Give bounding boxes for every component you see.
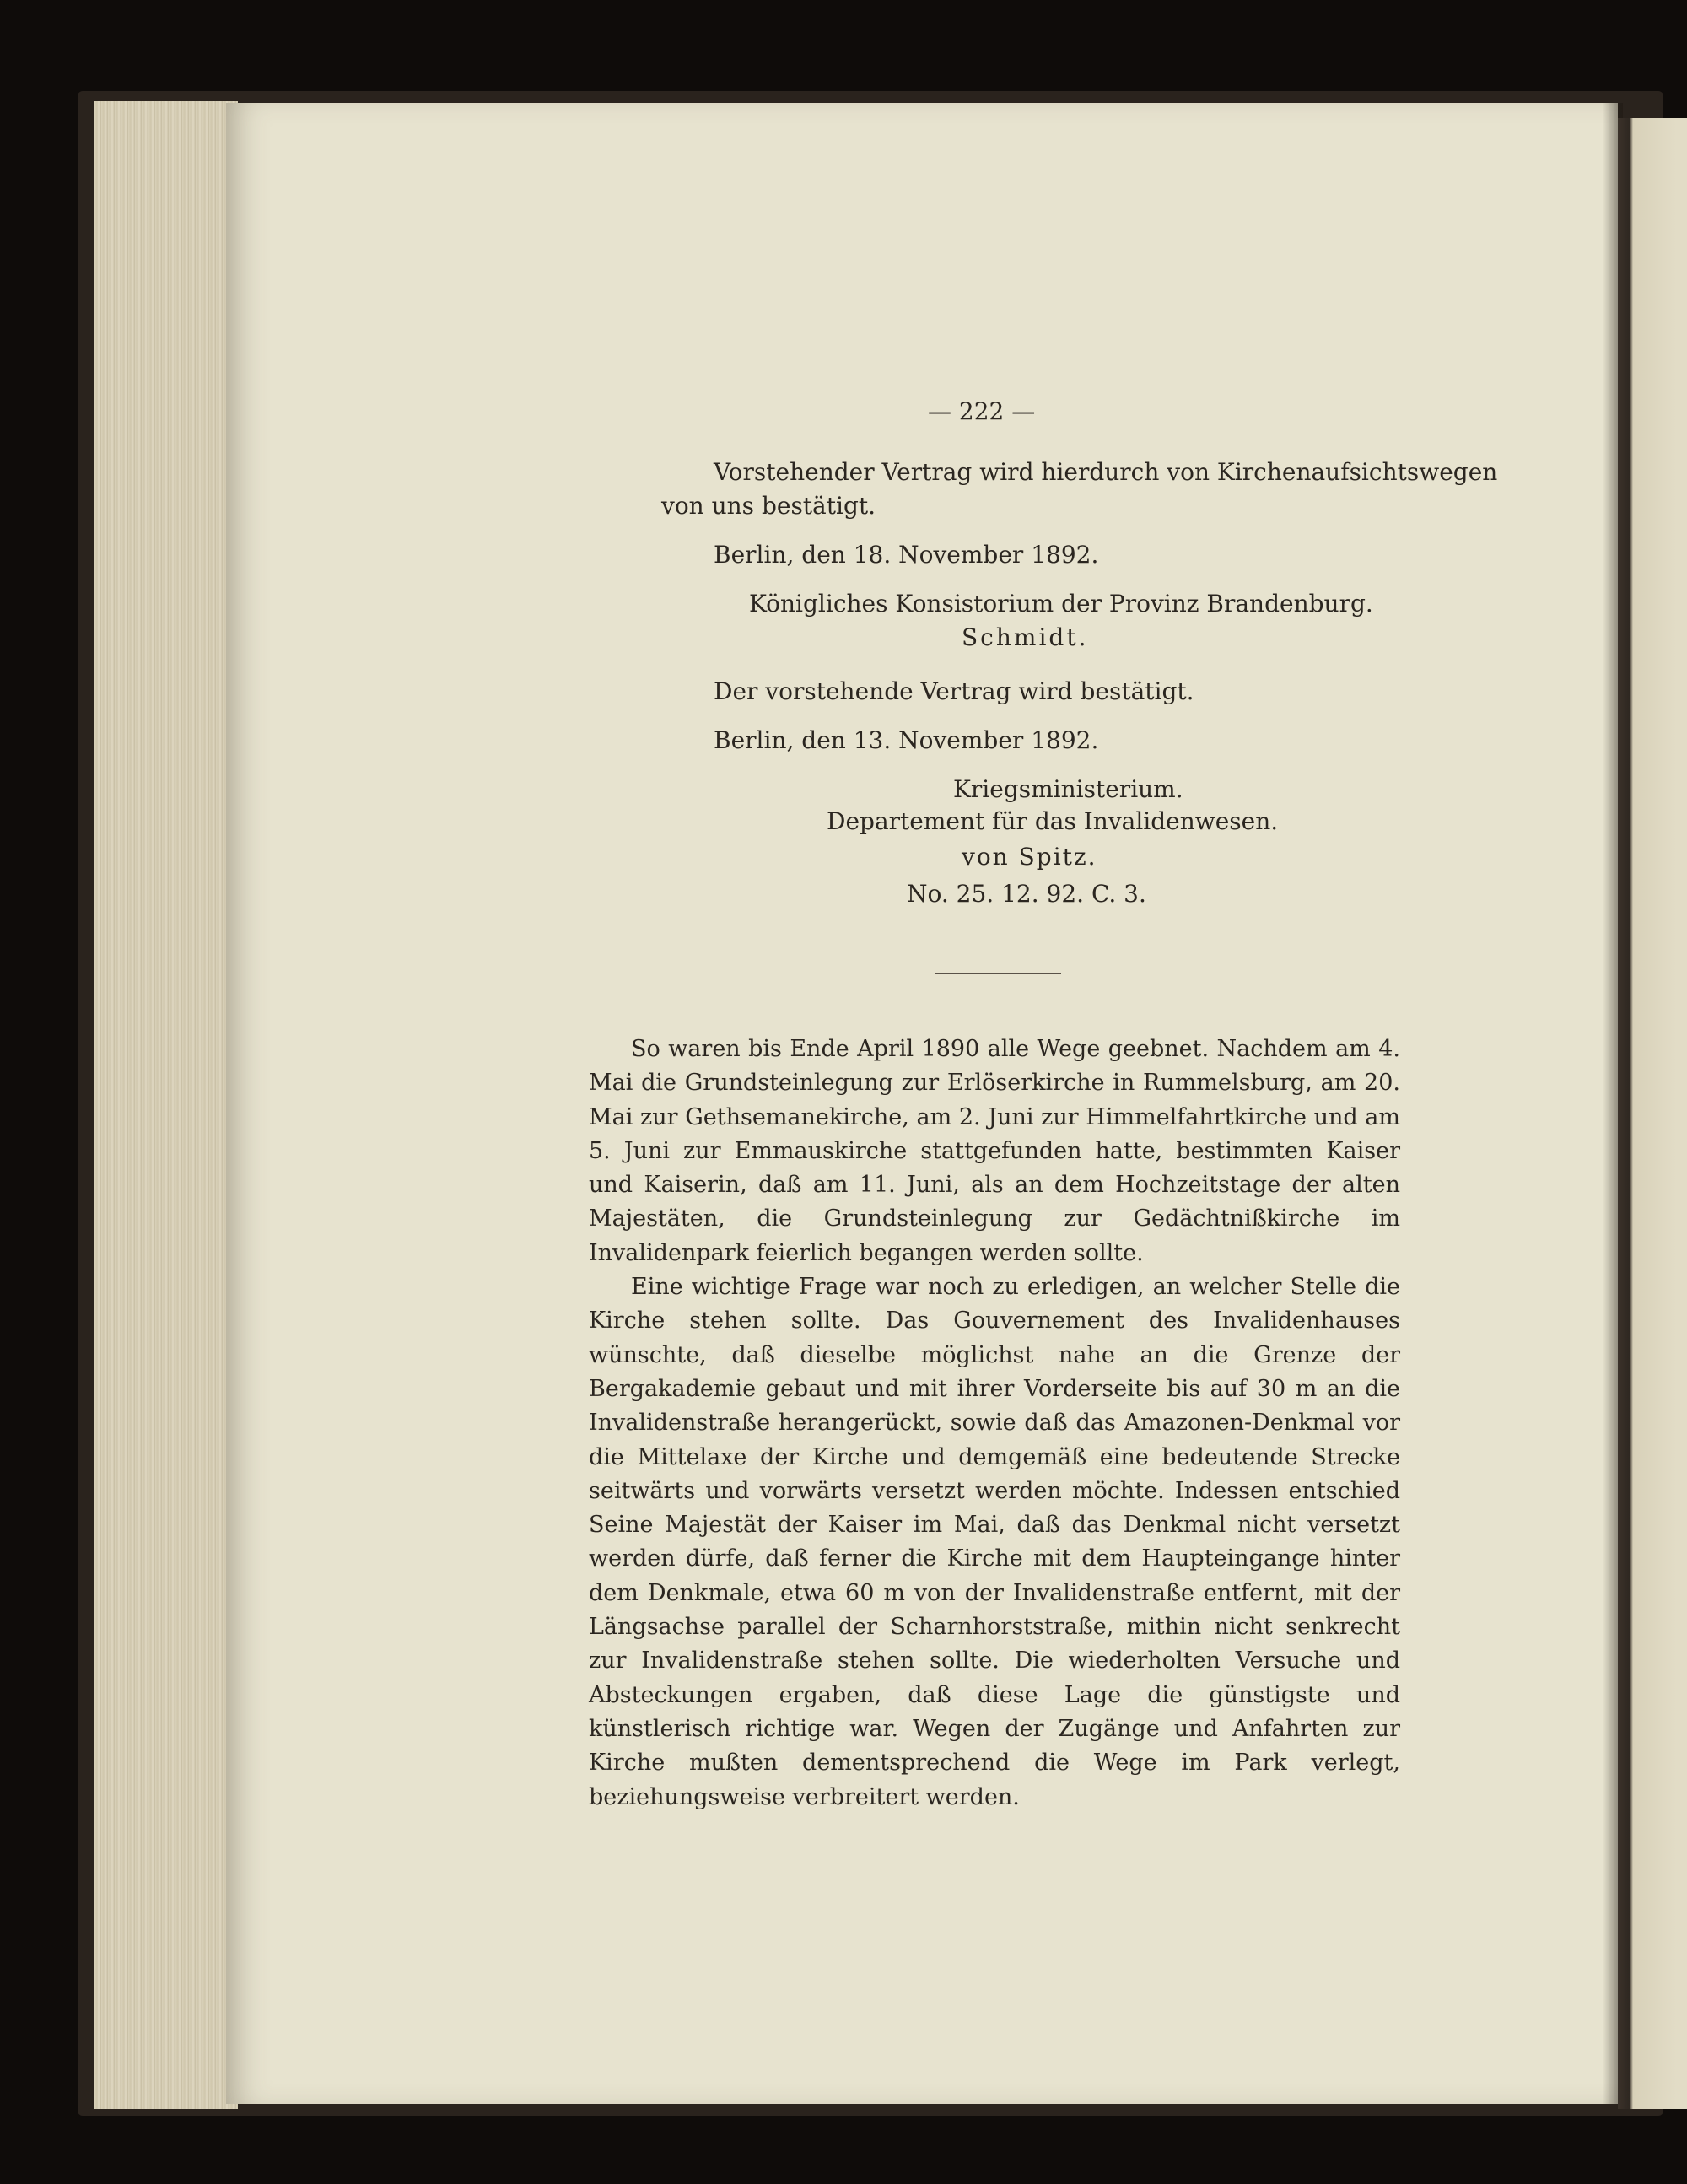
attestation-signature: Schmidt. <box>962 623 1089 651</box>
paragraph-1: So waren bis Ende April 1890 alle Wege geebnet. Nachdem am 4. Mai die Grundsteinlegung zur Erlöserkirche in Rummelsburg, am 20. Mai zur Gethsemanekirche, am 2. Juni zur Himmelfahrtkirche und am 5. Juni zur Emmauskirche stattgefunden hatte, bestimmten Kaiser und Kaiserin, daß am 11. Juni, als an dem Hochzeitstage der alten Majestäten, die Grundsteinlegung zur Gedächtnißkirche im Invalidenpark feierlich begangen werden sollte. <box>589 1036 1400 1266</box>
attestation-place-date: Berlin, den 18. November 1892. <box>714 541 1099 569</box>
attestation-line-1: Vorstehender Vertrag wird hierdurch von Kirchenaufsichtswegen <box>714 458 1498 486</box>
body-text <box>589 1033 1400 1815</box>
confirmation-reference: No. 25. 12. 92. C. 3. <box>907 880 1146 908</box>
page-number: — 222 — <box>928 397 1036 425</box>
attestation-line-2: von uns bestätigt. <box>661 492 876 520</box>
confirmation-signature: von Spitz. <box>962 843 1097 871</box>
confirmation-place-date: Berlin, den 13. November 1892. <box>714 726 1099 754</box>
page-edges <box>94 101 238 2109</box>
section-divider <box>935 973 1061 974</box>
attestation-authority: Königliches Konsistorium der Provinz Brandenburg. <box>749 590 1373 617</box>
confirmation-department: Departement für das Invalidenwesen. <box>827 807 1279 835</box>
confirmation-line-1: Der vorstehende Vertrag wird bestätigt. <box>714 677 1194 705</box>
confirmation-ministry: Kriegsministerium. <box>953 775 1183 803</box>
facing-page-edge <box>1618 118 1687 2109</box>
paragraph-2: Eine wichtige Frage war noch zu erledigen, an welcher Stelle die Kirche stehen sollte. Das Gouvernement des Invalidenhauses wünschte, daß dieselbe möglichst nahe an die Grenze der Bergakademie gebaut und mit ihrer Vorderseite bis auf 30 m an die Invalidenstraße herangerückt, sowie daß das Amazonen-Denkmal vor die Mittelaxe der Kirche und demgemäß eine bedeutende Strecke seitwärts und vorwärts versetzt werden möchte. Indessen entschied Seine Majestät der Kaiser im Mai, daß das Denkmal nicht versetzt werden dürfe, daß ferner die Kirche mit dem Haupteingange hinter dem Denkmale, etwa 60 m von der Invalidenstraße entfernt, mit der Längsachse parallel der Scharnhorststraße, mithin nicht senkrecht zur Invalidenstraße stehen sollte. Die wiederholten Versuche und Absteckungen ergaben, daß diese Lage die günstigste und künstlerisch richtige war. Wegen der Zugänge und Anfahrten zur Kirche mußten dementsprechend die Wege im Park verlegt, beziehungsweise verbreitert werden. <box>589 1274 1400 1810</box>
